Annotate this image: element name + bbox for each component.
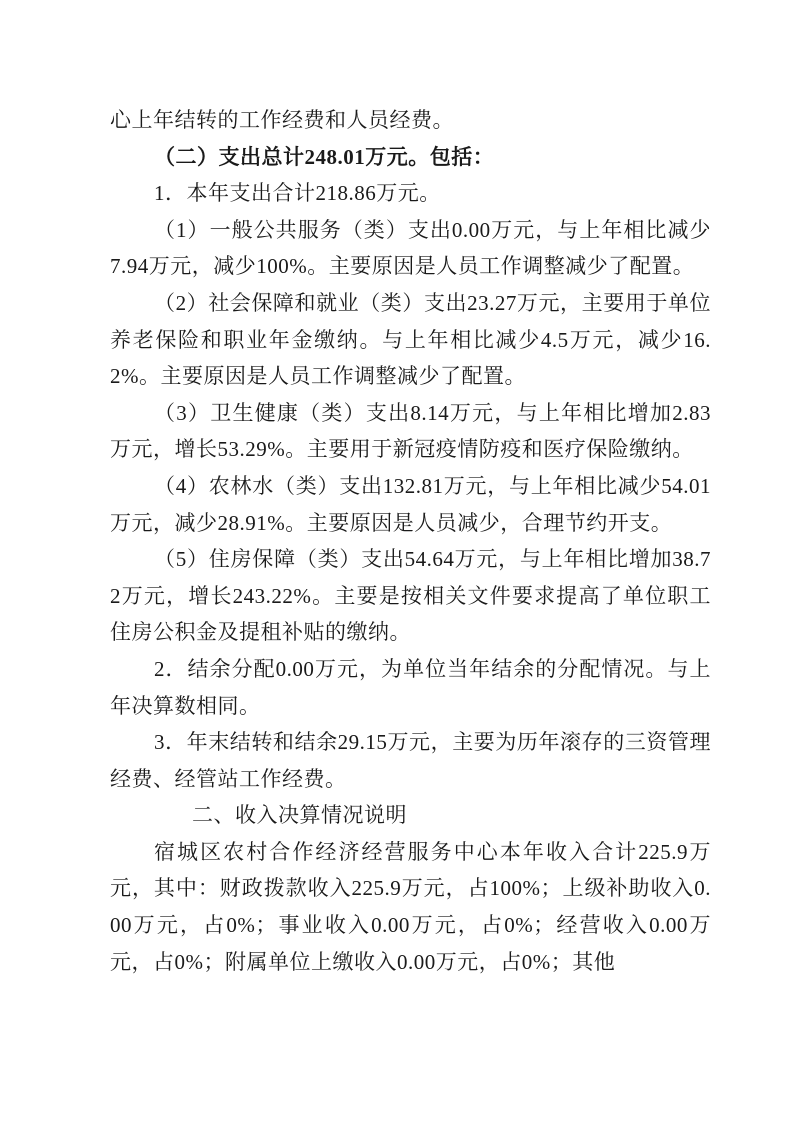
paragraph-8: （5）住房保障（类）支出54.64万元，与上年相比增加38.72万元，增长243.22%。主要是按相关文件要求提高了单位职工住房公积金及提租补贴的缴纳。 xyxy=(110,547,711,645)
paragraph-6: （3）卫生健康（类）支出8.14万元，与上年相比增加2.83万元，增长53.29%。主要用于新冠疫情防疫和医疗保险缴纳。 xyxy=(110,400,711,462)
paragraph-12: 宿城区农村合作经济经营服务中心本年收入合计225.9万元，其中：财政拨款收入225.9万元，占100%；上级补助收入0.00万元，占0%；事业收入0.00万元，占0%；经营收入0.00万元，占0%；附属单位上缴收入0.00万元，占0%；其他 xyxy=(110,839,711,974)
paragraph-3: 1．本年支出合计218.86万元。 xyxy=(154,181,441,206)
paragraph-10: 3．年末结转和结余29.15万元，主要为历年滚存的三资管理经费、经管站工作经费。 xyxy=(110,730,711,791)
paragraph-7: （4）农林水（类）支出132.81万元，与上年相比减少54.01万元，减少28.91%。主要原因是人员减少，合理节约开支。 xyxy=(110,473,711,535)
paragraph-9: 2．结余分配0.00万元，为单位当年结余的分配情况。与上年决算数相同。 xyxy=(110,656,711,718)
document-content xyxy=(110,102,711,980)
paragraph-1: 心上年结转的工作经费和人员经费。 xyxy=(110,108,454,132)
expenditure-total-heading: （二）支出总计248.01万元。包括： xyxy=(154,144,495,169)
paragraph-5: （2）社会保障和就业（类）支出23.27万元，主要用于单位养老保险和职业年金缴纳。与上年相比减少4.5万元，减少16.2%。主要原因是人员工作调整减少了配置。 xyxy=(110,290,711,389)
paragraph-4: （1）一般公共服务（类）支出0.00万元，与上年相比减少7.94万元，减少100%。主要原因是人员工作调整减少了配置。 xyxy=(110,217,711,279)
income-section-heading: 二、收入决算情况说明 xyxy=(192,803,407,828)
